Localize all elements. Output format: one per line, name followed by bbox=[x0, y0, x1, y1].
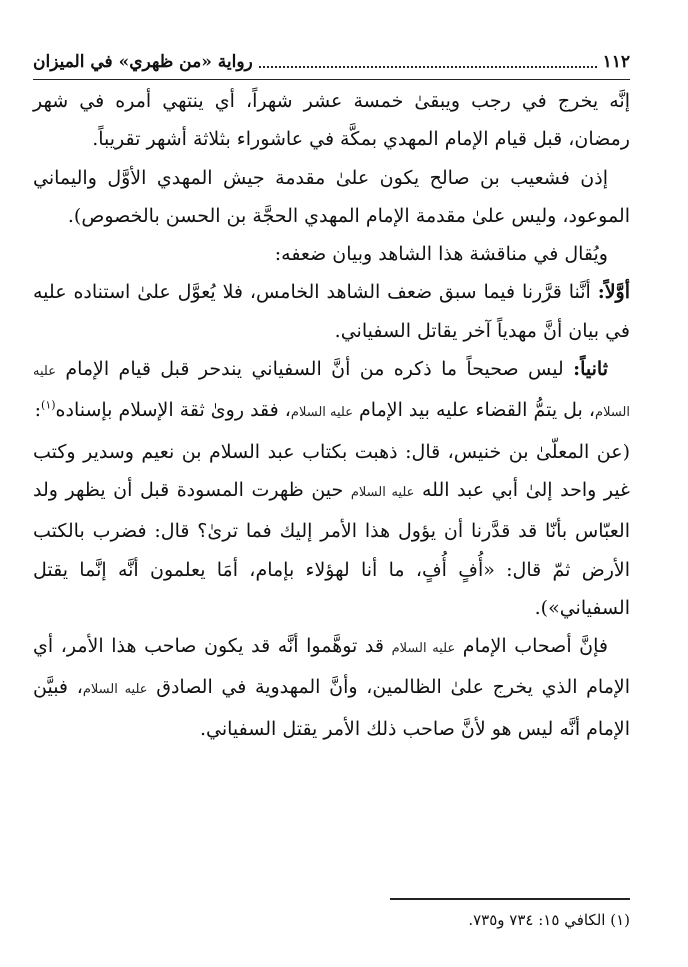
p7-part-b: قد توهَّموا أنَّه قد يكون صاحب هذا الأمر، أي الإمام الذي يخرج علىٰ الظالمين، وأنَّ المهدوية في الصادق bbox=[33, 635, 631, 699]
paragraph-5 bbox=[33, 350, 630, 433]
running-title: رواية «من ظهري» في الميزان bbox=[33, 52, 253, 72]
honorific-mark: عليه السلام bbox=[33, 364, 630, 421]
p7-part-c: ، فبيَّن الإمام أنَّه ليس هو لأنَّ صاحب ذلك الأمر يقتل السفياني. bbox=[33, 676, 630, 740]
p7-part-a: فإنَّ أصحاب الإمام bbox=[455, 635, 609, 658]
quote-part-b: حين ظهرت المسودة قبل أن يظهر ولد العبّاس بأنّا قد قدَّرنا أن يؤول هذا الأمر إليك فما ترىٰ؟ قال: فضرب بالكتب الأرض ثمّ قال: «أُفٍ أُفٍ، ما أنا لهؤلاء بإمام، أمَا يعلمون أنَّه إنَّما يقتل السفياني»). bbox=[33, 478, 630, 619]
p5-end: : bbox=[34, 399, 42, 422]
page-body bbox=[33, 82, 630, 748]
honorific-mark: عليه السلام bbox=[290, 405, 353, 421]
header-dot-leader bbox=[259, 50, 597, 68]
p5-part-a: ليس صحيحاً ما ذكره من أنَّ السفياني يندحر قبل قيام الإمام bbox=[55, 358, 574, 381]
quote-part-a: (عن المعلّىٰ بن خنيس، قال: ذهبت بكتاب عبد السلام بن نعيم وسدير وكتب غير واحد إلىٰ أبي عبد الله bbox=[33, 440, 630, 501]
footnote-ref[interactable]: (١) bbox=[41, 399, 56, 413]
p5-part-c: ، فقد روىٰ ثقة الإسلام بإسناده bbox=[55, 399, 291, 422]
paragraph-3: ويُقال في مناقشة هذا الشاهد وبيان ضعفه: bbox=[274, 243, 608, 266]
paragraph-7 bbox=[33, 627, 630, 748]
footnote-separator bbox=[390, 898, 630, 900]
honorific-mark: عليه السلام bbox=[82, 682, 148, 698]
paragraph-2: إذن فشعيب بن صالح يكون علىٰ مقدمة جيش المهدي الأوَّل واليماني الموعود، وليس علىٰ مقدمة الإمام المهدي الحجَّة بن الحسن بالخصوص). bbox=[33, 166, 630, 227]
page-number: ١١٢ bbox=[602, 52, 630, 72]
p5-part-b: ، بل يتمُّ القضاء عليه بيد الإمام bbox=[352, 399, 596, 422]
point-second-label: ثانياً: bbox=[573, 358, 608, 381]
point-first-label: أوَّلاً: bbox=[597, 281, 630, 304]
footnote: (١) الكافي ١٥: ٧٣٤ و٧٣٥. bbox=[468, 911, 630, 929]
honorific-mark: عليه السلام bbox=[391, 641, 456, 657]
point-first-text: أنَّنا قرَّرنا فيما سبق ضعف الشاهد الخامس، فلا يُعوَّل علىٰ استناده عليه في بيان أنَّ مهدياً آخر يقاتل السفياني. bbox=[33, 281, 630, 342]
paragraph-1: إنَّه يخرج في رجب ويبقىٰ خمسة عشر شهراً، أي ينتهي أمره في شهر رمضان، قبل قيام الإمام المهدي بمكَّة في عاشوراء بثلاثة أشهر تقريباً. bbox=[33, 90, 630, 151]
honorific-mark: عليه السلام bbox=[350, 484, 415, 500]
paragraph-4 bbox=[33, 273, 630, 350]
paragraph-6-quote bbox=[33, 433, 630, 627]
running-header bbox=[33, 48, 630, 76]
header-rule bbox=[33, 79, 630, 80]
